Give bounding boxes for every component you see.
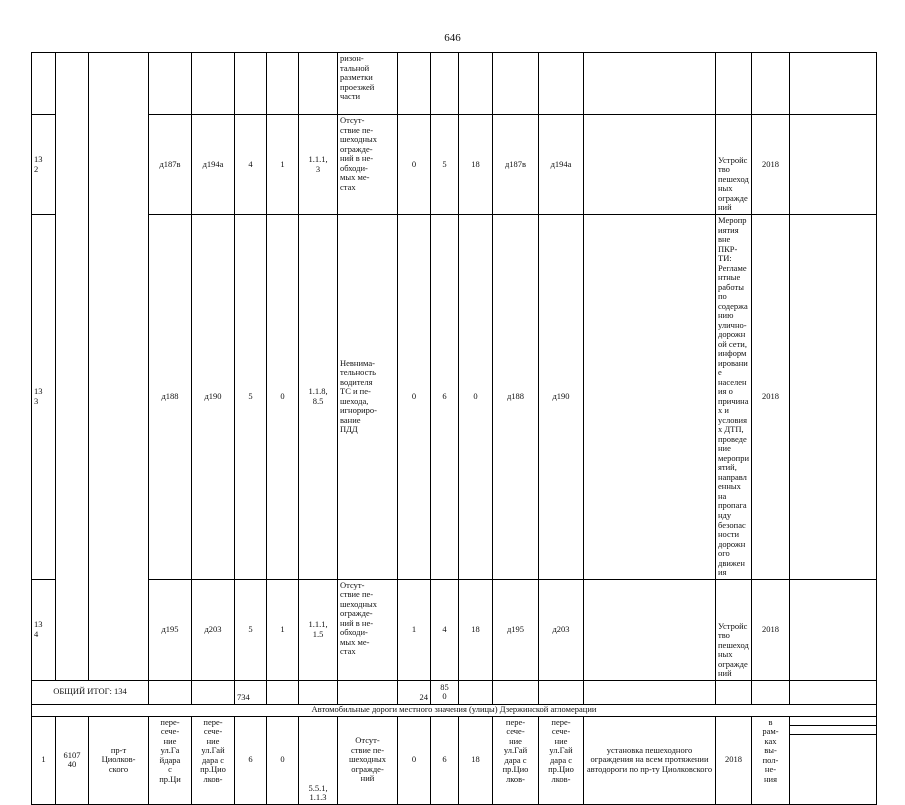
value-cell: 0 [267,716,299,804]
year-cell: 2018 [752,215,790,580]
table-row [32,53,877,115]
from-cell: д188 [149,215,192,580]
year-cell: 2018 [716,716,752,804]
description-cell: ризон- тальной разметки проезжей части [338,53,398,115]
description-cell: Отсут- ствие пе- шеходных огражде- ний в не- обходи- мых ме- стах [338,579,398,680]
description-cell: Отсут- ствие пе- шеходных огражде- ний в не- обходи- мых ме- стах [338,115,398,215]
to-cell: д194а [539,115,584,215]
measure-cell: Устройство пешеходных ограждений [716,579,752,680]
value-cell: 0 [398,115,431,215]
value-cell: 1 [267,579,299,680]
measure-cell: установка пешеходного ограждения на всем протяжении автодороги по пр-ту Циолковского [584,716,716,804]
from-cell: д195 [493,579,539,680]
to-cell: д190 [539,215,584,580]
total-row [32,680,877,704]
value-cell: 1 [267,115,299,215]
to-cell: д194а [192,115,235,215]
note-cell: в рам- ках вы- пол- не- ния [752,716,790,804]
table-row [32,716,877,804]
measure-cell: Мероприятия вне ПКР-ТИ: Регламентные работы по содержанию улично-дорожной сети, информирование населения о причинах и условиях ДТП, проведение мероприятий, направленных на пропаганду безопасности дорожного движения [716,215,752,580]
code-cell: 1.1.1, 3 [299,115,338,215]
road-name: пр-т Циолков- ского [89,716,149,804]
value-cell: 0 [459,215,493,580]
total-value: 85 0 [431,680,459,704]
value-cell: 4 [235,115,267,215]
value-cell: 6 [235,716,267,804]
description-cell: Отсут- ствие пе- шеходных огражде- ний [338,716,398,804]
row-number: 13 2 [32,115,56,215]
value-cell: 0 [267,215,299,580]
value-cell: 0 [398,215,431,580]
to-cell: д203 [192,579,235,680]
section-title: Автомобильные дороги местного значения (улицы) Дзержинской агломерации [32,704,877,716]
page-number: 646 [444,32,461,44]
total-value: 24 [398,680,431,704]
from-cell: пере- сече- ние ул.Га йдара с пр.Ци [149,716,192,804]
from-cell: д187в [149,115,192,215]
row-number: 13 4 [32,579,56,680]
year-cell: 2018 [752,579,790,680]
to-cell: д203 [539,579,584,680]
total-value: 734 [235,680,267,704]
from-cell: пере- сече- ние ул.Гай дара с пр.Цио лков- [493,716,539,804]
road-safety-table [31,52,877,805]
from-cell: д187в [493,115,539,215]
code-cell: 1.1.8, 8.5 [299,215,338,580]
from-cell: д188 [493,215,539,580]
value-cell: 18 [459,716,493,804]
value-cell: 1 [398,579,431,680]
table-row [32,579,877,680]
value-cell: 18 [459,115,493,215]
value-cell: 5 [235,215,267,580]
to-cell: д190 [192,215,235,580]
table-row [32,115,877,215]
road-id: 6107 40 [56,716,89,804]
value-cell: 6 [431,215,459,580]
section-row [32,704,877,716]
value-cell: 4 [431,579,459,680]
value-cell: 5 [235,579,267,680]
table-row [32,215,877,580]
from-cell: д195 [149,579,192,680]
measure-cell: Устройство пешеходных ограждений [716,115,752,215]
code-cell: 1.1.1, 1.5 [299,579,338,680]
value-cell: 0 [398,716,431,804]
value-cell: 5 [431,115,459,215]
description-cell: Невнима- тельность водителя ТС и пе- шехода, игнориро- вание ПДД [338,215,398,580]
to-cell: пере- сече- ние ул.Гай дара с пр.Цио лков- [539,716,584,804]
to-cell: пере- сече- ние ул.Гай дара с пр.Цио лков- [192,716,235,804]
code-cell: 5.5.1, 1.1.3 [299,716,338,804]
row-number: 1 [32,716,56,804]
value-cell: 18 [459,579,493,680]
year-cell: 2018 [752,115,790,215]
value-cell: 6 [431,716,459,804]
total-label: ОБЩИЙ ИТОГ: 134 [32,680,149,704]
row-number: 13 3 [32,215,56,580]
empty-cell [790,716,877,804]
